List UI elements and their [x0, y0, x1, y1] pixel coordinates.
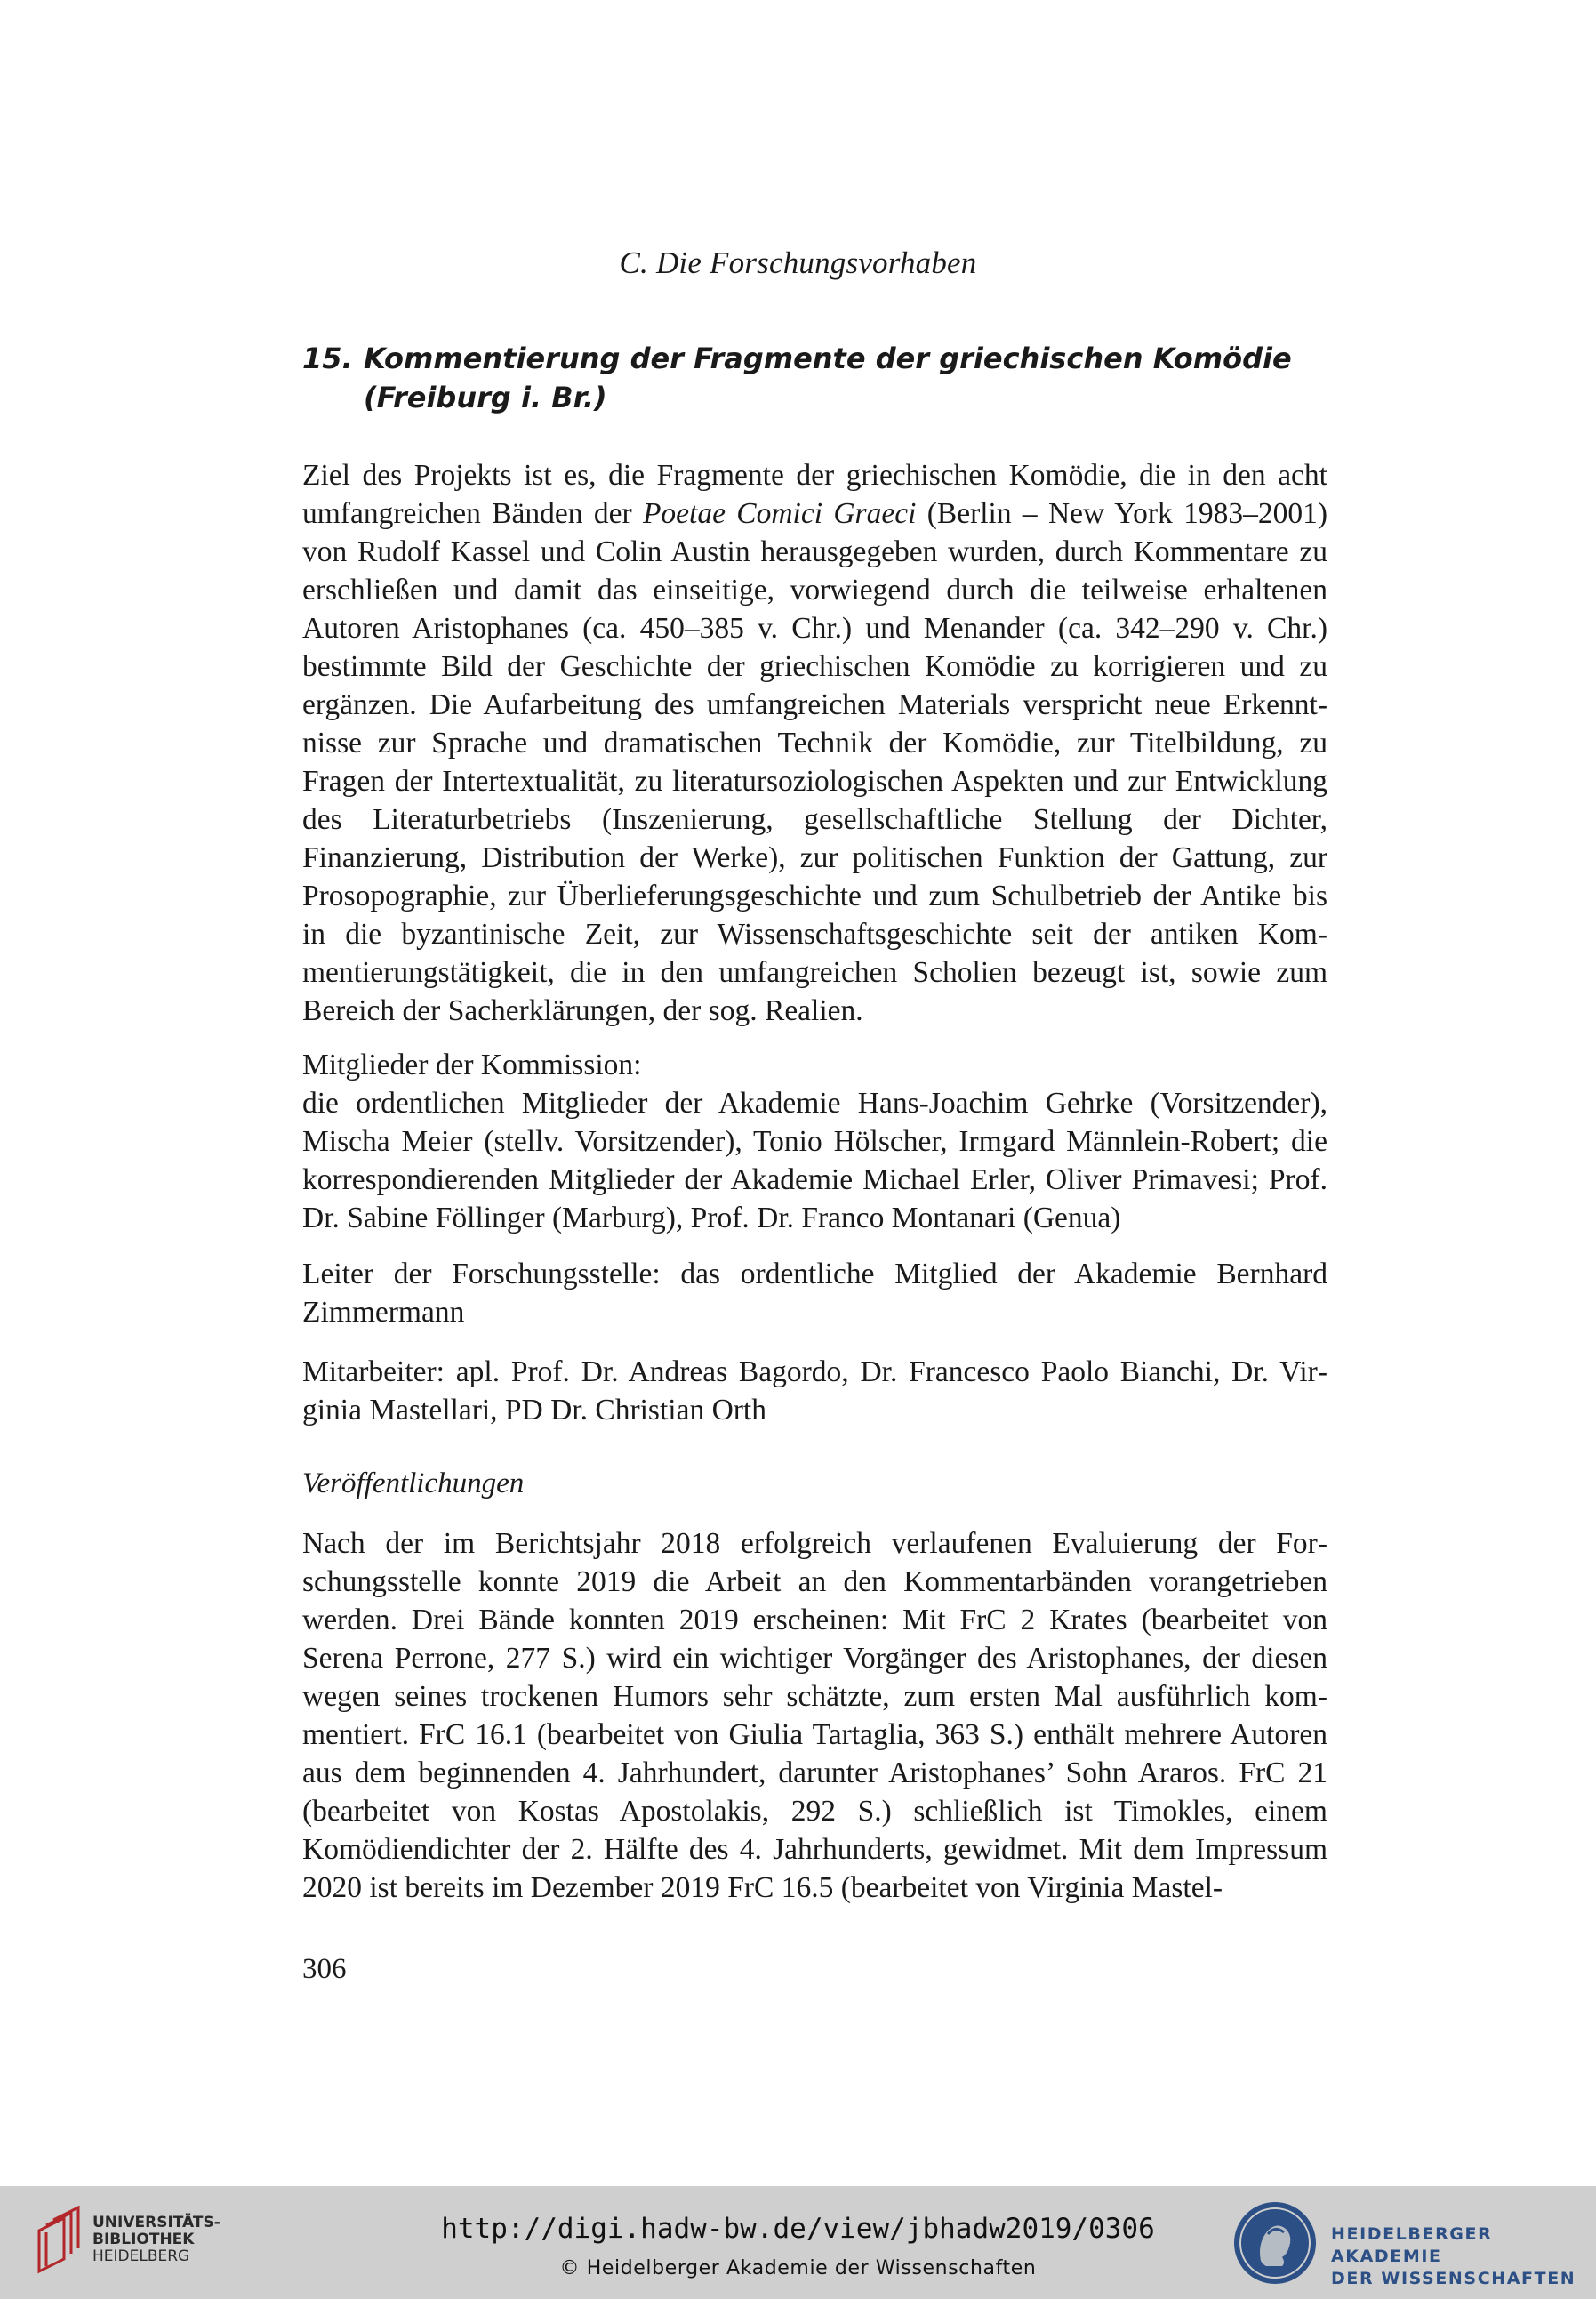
- intro-paragraph: [302, 456, 1327, 1030]
- publications-heading: Veröffentlichungen: [302, 1467, 525, 1499]
- academy-logo-text: HEIDELBERGER AKADEMIE DER WISSENSCHAFTEN: [1331, 2224, 1576, 2288]
- section-number: 15.: [302, 342, 353, 375]
- intro-text-part1: Ziel des Projekts ist es, die Fragmente der griechischen Komödie, die in den acht umfangreichen Bänden der: [302, 459, 1327, 530]
- library-logo-text: UNIVERSITÄTS- BIBLIOTHEK HEIDELBERG: [92, 2214, 221, 2265]
- academy-seal-icon: [1231, 2199, 1319, 2292]
- source-url-link[interactable]: http://digi.hadw-bw.de/view/jbhadw2019/0306: [441, 2213, 1155, 2245]
- leader-paragraph: [302, 1255, 1327, 1331]
- members-heading: Mitglieder der Kommission:: [302, 1049, 642, 1081]
- section-heading: [302, 339, 1316, 417]
- copyright-notice: © Heidelberger Akademie der Wissenschaften: [559, 2257, 1037, 2279]
- staff-text: Mitarbeiter: apl. Prof. Dr. Andreas Bagordo, Dr. Francesco Paolo Bianchi, Dr. Virginia Mastellari, PD Dr. Christian Orth: [302, 1355, 1327, 1427]
- publications-paragraph: [302, 1524, 1327, 1907]
- running-head: C. Die Forschungsvorhaben: [619, 245, 977, 280]
- staff-paragraph: [302, 1353, 1327, 1429]
- leader-text: Leiter der Forschungsstelle: das ordentliche Mitglied der Akademie Bernhard Zimmermann: [302, 1258, 1327, 1329]
- section-title: Kommentierung der Fragmente der griechischen Komödie (Freiburg i. Br.): [364, 342, 1292, 414]
- work-title-italic: Poetae Comici Graeci: [642, 497, 917, 530]
- footer-bar: [0, 2186, 1596, 2299]
- publications-text: Nach der im Berichtsjahr 2018 erfolgreich verlaufenen Evaluierung der Forschungsstelle konnte 2019 die Arbeit an den Kommentarbänden vorangetrieben werden. Drei Bände konnten 2019 erscheinen: Mit FrC 2 Krates (bearbeitet von Serena Perrone, 277 S.) wird ein wichtiger Vorgänger des Aristophanes, der diesen wegen seines trockenen Humors sehr schätzte, zum ersten Mal ausführlich kommentiert. FrC 16.1 (bearbeitet von Giulia Tartaglia, 363 S.) enthält mehrere Autoren aus dem beginnenden 4. Jahrhundert, darunter Aristophanes’ Sohn Araros. FrC 21 (bearbeitet von Kostas Apostolakis, 292 S.) schließlich ist Timokles, einem Komödiendichter der 2. Hälfte des 4. Jahrhunderts, gewidmet. Mit dem Impressum 2020 ist bereits im Dezember 2019 FrC 16.5 (bearbeitet von Virginia Mastel-: [302, 1527, 1327, 1904]
- intro-text-part2: (Berlin – New York 1983–2001) von Rudolf Kassel und Colin Austin herausgegeben wurden, durch Kommentare zu erschließen und damit das einseitige, vorwiegend durch die teilweise erhaltenen Autoren Aristophanes (ca. 450–385 v. Chr.) und Menander (ca. 342–290 v. Chr.) bestimmte Bild der Geschichte der griechischen Komödie zu korrigieren und zu ergänzen. Die Aufarbeitung des umfangreichen Materials verspricht neue Erkenntnisse zur Sprache und dramatischen Technik der Komödie, zur Titelbildung, zu Fragen der Intertextualität, zu literatursoziologischen Aspekten und zur Entwicklung des Literaturbetriebs (Inszenierung, gesellschaftliche Stellung der Dichter, Finanzierung, Distribution der Werke), zur politischen Funktion der Gattung, zur Prosopographie, zur Überlieferungsgeschichte und zum Schulbetrieb der Antike bis in die byzantinische Zeit, zur Wissenschaftsgeschichte seit der antiken Kommentierungstätigkeit, die in den umfangreichen Scholien bezeugt ist, sowie zum Bereich der Sacherklärungen, der sog. Realien.: [302, 497, 1327, 1027]
- members-text: die ordentlichen Mitglieder der Akademie Hans-Joachim Gehrke (Vorsitzender), Mischa Meier (stellv. Vorsitzender), Tonio Hölscher, Irmgard Männlein-Robert; die korrespondierenden Mitglieder der Akademie Michael Erler, Oliver Primavesi; Prof. Dr. Sabine Föllinger (Marburg), Prof. Dr. Franco Montanari (Genua): [302, 1087, 1327, 1234]
- members-paragraph: [302, 1046, 1327, 1237]
- page-number: 306: [302, 1953, 347, 1985]
